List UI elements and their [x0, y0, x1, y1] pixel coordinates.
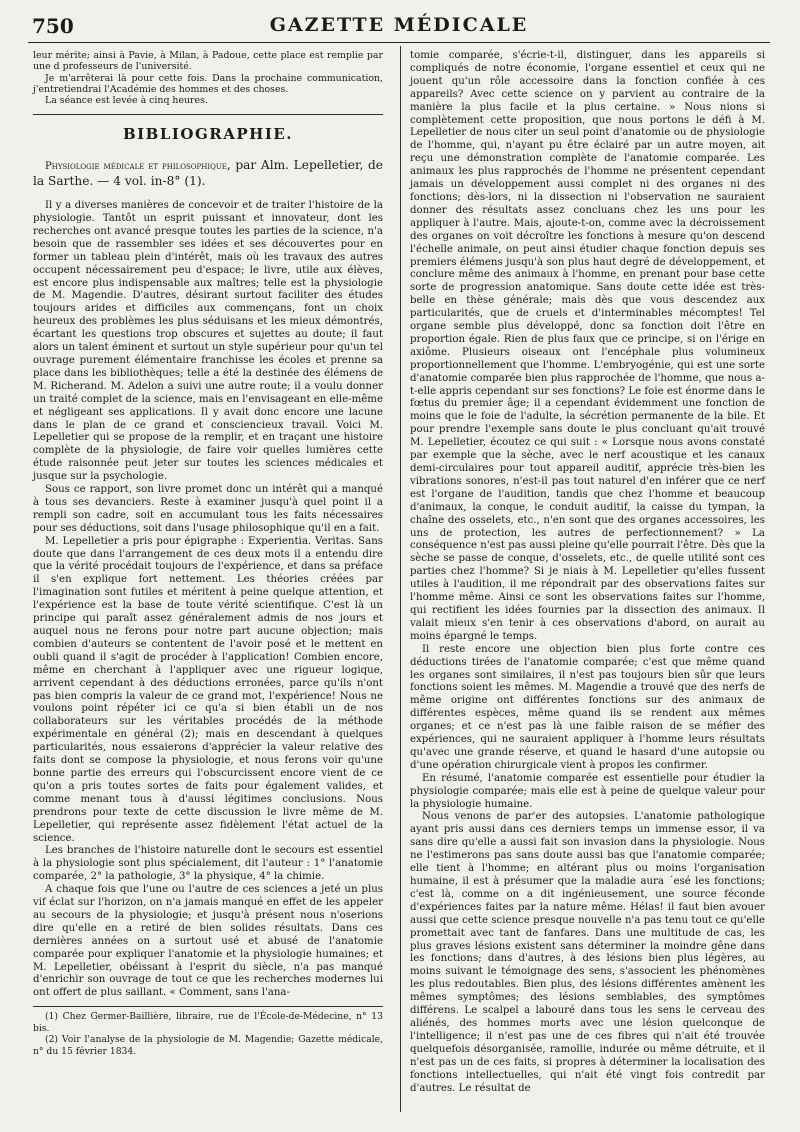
book-author: , par Alm. Lepelletier, de la Sarthe. — 4 vol. in-8° (1). — [33, 158, 383, 189]
left-column — [33, 50, 383, 1057]
paragraph: A chaque fois que l'une ou l'autre de ces sciences a jeté un plus vif éclat sur l'horizon, on n'a jamais manqué en effet de les appeler au secours de la physiologie; et jusqu'à présent nous n'oserions dire qu'elle en a retiré de bien solides résultats. Dans ces dernières années on a surtout usé et abusé de l'anatomie comparée pour expliquer l'anatomie et la physiologie humaines; et M. Lepelletier, obéissant à l'esprit du siècle, n'a pas manqué d'enrichir son ouvrage de tout ce que les recherches modernes lui ont offert de plus saillant. « Comment, sans l'ana- — [33, 884, 383, 999]
journal-title: GAZETTE MÉDICALE — [269, 14, 529, 36]
footnote-rule — [33, 1006, 383, 1007]
header-rule — [28, 42, 770, 43]
paragraph: Nous venons de par'er des autopsies. L'anatomie pathologique ayant pris aussi dans ces derniers temps un immense essor, il va sans dire qu'elle a aussi fait son invasion dans la physiologie. Nous ne l'estimerons pas sans doute aussi bas que l'anatomie comparée; elle tient à l'homme; en altérant plus ou moins l'organisation humaine, il est à présumer que la maladie aura ´esé les fonctions; c'est là, comme on a dit ingénieusement, une source féconde d'expériences faites par la nature même. Hélas! il faut bien avouer aussi que cette science presque nouvelle n'a pas tenu tout ce qu'elle promettait avec tant de fanfares. Dans une multitude de cas, les plus graves lésions existent sans déterminer la moindre gêne dans les fonctions; dans d'autres, à des lésions bien plus légères, au moins suivant le témoignage des sens, s'associent les phénomènes les plus redoutables. Bien plus, des lésions différentes amènent les mêmes symptômes; des lésions semblables, des symptômes différens. Le scalpel a labouré dans tous les sens le cerveau des aliénés, des hommes morts avec une lésion quelconque de l'intelligence; il n'est pas une de ces fibres qui n'ait été trouvée quelquefois désorganisée, ramollie, indurée ou même détruite, et il n'est pas un de ces faits, si propres à déterminer la localisation des fonctions intellectuelles, qui n'ait été vingt fois contredit par d'autres. Le résultat de — [410, 811, 765, 1094]
page-number: 750 — [32, 14, 74, 38]
column-rule — [400, 46, 401, 1112]
paragraph: En résumé, l'anatomie comparée est essentielle pour étudier la physiologie comparée; mais elle est à peine de quelque valeur pour la physiologie humaine. — [410, 772, 765, 810]
section-title: BIBLIOGRAPHIE. — [122, 125, 294, 144]
paragraph: Les branches de l'histoire naturelle dont le secours est essentiel à la physiologie sont plus spécialement, dit l'auteur : 1° l'anatomie comparée, 2° la pathologie, 3° la physique, 4° la chimie. — [33, 845, 383, 883]
paragraph: M. Lepelletier a pris pour épigraphe : Experientia. Veritas. Sans doute que dans l'arrangement de ces deux mots il a entendu dire que la vérité procédait toujours de l'expérience, et dans sa préface il s'en explique fort nettement. Les théories créées par l'imagination sont futiles et méritent à peine quelque attention, et l'expérience est la base de toute vérité scientifique. C'est là un principe qui paraît assez généralement admis de nos jours et auquel nous ne ferons pour notre part aucune objection; mais combien d'auteurs se contentent de l'avoir posé et le mettent en oubli quand il s'agit de procéder à l'application! Combien encore, même en cherchant à l'appliquer avec une rigueur logique, arrivent cependant à des déductions erronées, parce qu'ils n'ont pas bien compris la valeur de ce grand mot, l'expérience! Nous ne voulons point répéter ici ce qu'a si bien établi un de nos collaborateurs sur les véritables procédés de la méthode expérimentale en général (2); mais en descendant à quelques particularités, nous essaierons d'apprécier la valeur relative des faits dont se compose la physiologie, et nous ferons voir qu'une bonne partie des erreurs qui l'obscurcissent encore vient de ce qu'on a pris toutes sortes de faits pour également valides, et comme menant tous à d'aussi légitimes conclusions. Nous prendrons pour texte de cette discussion le livre même de M. Lepelletier, qui représente assez fidèlement l'état actuel de la science. — [33, 535, 383, 844]
paragraph: Je m'arrêterai là pour cette fois. Dans la prochaine communication, j'entretiendrai l'Académie des hommes et des choses. — [33, 72, 383, 95]
paragraph: tomie comparée, s'écrie-t-il, distinguer, dans les appareils si compliqués de notre économie, l'organe essentiel et ceux qui ne jouent qu'un rôle accessoire dans la fonction confiée à ces appareils? Avec cette science on y parvient au contraire de la manière la plus facile et la plus certaine. » Nous nions si complètement cette proposition, que nous portons le défi à M. Lepelletier de nous citer un seul point d'anatomie ou de physiologie de l'homme, qui, n'ayant pu être éclairé par un autre moyen, ait reçu une démonstration complète de l'anatomie comparée. Les animaux les plus rapprochés de l'homme ne présentent cependant jamais un développement aussi complet ni des organes ni des fonctions; dès-lors, ni la dissection ni l'observation ne sauraient donner des résultats assez concluans chez les uns pour les appliquer à l'autre. Mais, ajoute-t-on, comme avec la décroissement des organes on voit décroître les fonctions à mesure qu'on descend l'échelle animale, on peut ainsi étudier chaque fonction depuis ses premiers élémens jusqu'à son plus haut degré de développement, et conclure même des animaux à l'homme, en prenant pour base cette sorte de progression anatomique. Sans doute cette idée est très-belle en thèse générale; mais dès que vous descendez aux particularités, que de cruels et d'interminables mécomptes! Tel organe semble plus développé, donc sa fonction doit l'être en proportion égale. Rien de plus faux que ce principe, si on l'érige en axiôme. Plusieurs oiseaux ont l'encéphale plus volumineux proportionnellement que l'homme. L'embryogénie, qui est une sorte d'anatomie comparée bien plus rapprochée de l'homme, que nous a-t-elle appris cependant sur ses fonctions? Le foie est énorme dans le fœtus du premier âge; il a cependant évidemment une fonction de moins que le foie de l'adulte, la sécrétion permanente de la bile. Et pour prendre l'exemple sans doute le plus concluant qu'ait trouvé M. Lepelletier, écoutez ce qui suit : « Lorsque nous avons constaté par exemple que la sèche, avec le nerf acoustique et les canaux demi-circulaires pour tout appareil auditif, apprécie très-bien les vibrations sonores, n'est-il pas tout naturel d'en inférer que ce nerf est l'organe de l'audition, tandis que chez l'homme et beaucoup d'animaux, la conque, le conduit auditif, la caisse du tympan, la chaîne des osselets, etc., n'en sont que des organes accessoires, les uns de protection, les autres de perfectionnement? » La conséquence n'est pas aussi pleine qu'elle pourrait l'être. Dès que la sèche se passe de conque, d'osselets, etc., de quelle utilité sont ces parties chez l'homme? Si je niais à M. Lepelletier qu'elles fussent utiles à l'audition, il me répondrait par des observations faites sur l'homme même. Ainsi ce sont les observations faites sur l'homme, qui rectifient les idées fournies par la dissection des animaux. Il valait mieux s'en tenir à ces observations d'abord, on aurait au moins épargné le temps. — [410, 50, 766, 642]
footnote: (2) Voir l'analyse de la physiologie de M. Magendie; Gazette médicale, n° du 15 février 1834. — [33, 1034, 383, 1057]
paragraph: Il y a diverses manières de concevoir et de traiter l'histoire de la physiologie. Tantôt un esprit puissant et innovateur, dont les recherches ont avancé presque toutes les parties de la science, n'a besoin que de rassembler ses idées et ses découvertes pour en former un tableau plein d'intérêt, mais où les travaux des autres occupent nécessairement peu d'espace; le livre, utile aux élèves, est encore plus indispensable aux maîtres; telle est la physiologie de M. Magendie. D'autres, désirant surtout faciliter des études toujours arides et difficiles aux commençans, font un choix heureux des problèmes les plus séduisans et les mieux démontrés, écartant les questions trop obscures et sujettes au doute; il faut alors un talent éminent et surtout un style supérieur pour qu'un tel ouvrage purement élémentaire franchisse les écoles et prenne sa place dans les bibliothèques; telle a été la destinée des élémens de M. Richerand. M. Adelon a suivi une autre route; il a voulu donner un traité complet de la science, mais en l'envisageant en elle-même et négligeant ses applications. Il y avait donc encore une lacune dans le plan de ce grand et consciencieux travail. Voici M. Lepelletier qui se propose de la remplir, et en traçant une histoire complète de la physiologie, de faire voir quelles lumières cette étude raisonnée peut jeter sur toutes les sciences médicales et jusque sur la psychologie. — [33, 200, 384, 483]
paragraph: leur mérite; ainsi à Pavie, à Milan, à Padoue, cette place est remplie par une d professeurs de l'université. — [33, 50, 383, 73]
right-column — [410, 50, 765, 1095]
section-divider — [33, 114, 383, 115]
page-header — [28, 14, 770, 44]
paragraph: La séance est levée à cinq heures. — [45, 95, 208, 107]
paragraph: Il reste encore une objection bien plus forte contre ces déductions tirées de l'anatomie comparée; c'est que même quand les organes sont similaires, il n'est pas toujours bien sûr que leurs fonctions soient les mêmes. M. Magendie a trouvé que des nerfs de même origine ont différentes fonctions sur des animaux de différentes espèces, même quand ils se rendent aux mêmes organes; et ce n'est pas là une faible raison de se méfier des expériences, qui ne sauraient appliquer à l'homme leurs résultats qu'avec une grande réserve, et quand le hasard d'une autopsie ou d'une opération chirurgicale vient à propos les confirmer. — [410, 643, 765, 771]
book-title: Physiologie médicale et philosophique — [45, 161, 227, 173]
book-heading — [33, 158, 383, 190]
footnote: (1) Chez Germer-Baillière, libraire, rue de l'École-de-Médecine, n° 13 bis. — [33, 1011, 383, 1034]
paragraph: Sous ce rapport, son livre promet donc un intérêt qui a manqué à tous ses devanciers. Reste à examiner jusqu'à quel point il a rempli son cadre, soit en accumulant tous les faits nécessaires pour ses déductions, soit dans l'usage philosophique qu'il en a fait. — [33, 484, 383, 534]
